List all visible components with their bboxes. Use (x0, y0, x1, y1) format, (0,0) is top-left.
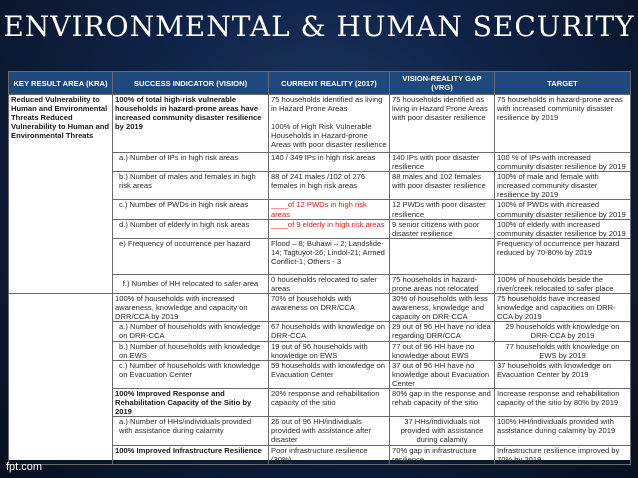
gap-cell: 75 households in hazard-prone areas not relocated (390, 274, 495, 293)
target-cell: 100% of elderly with increased community disaster resilience by 2019 (495, 219, 631, 238)
reality-cell: 88 of 241 males /102 of 276 females in high risk areas (269, 172, 390, 200)
target-cell: 100% of PWDs with increased community disaster resilience by 2019 (495, 200, 631, 219)
indicator-cell: a.) Number of IPs in high risk areas (113, 153, 269, 172)
reality-cell: ____of 12 PWDs in high risk areas (269, 200, 390, 219)
reality-cell: ____of 9 elderly in high risk areas (269, 219, 390, 238)
indicator-cell: e) Frequency of occurrence per hazard (113, 238, 269, 274)
indicator-cell: c.) Number of households with knowledge on Evacuation Center (113, 360, 269, 388)
kra-table-sheet (8, 71, 630, 464)
target-cell: 75 households in hazard-prone areas with increased community disaster resilience by 2019 (495, 95, 631, 153)
gap-cell: 140 IPs with poor disaster resilience (390, 153, 495, 172)
target-cell: 100% of households beside the river/creek relocated to safer place (495, 274, 631, 293)
target-cell: Frequency of occurrence per hazard reduced by 70-80% by 2019 (495, 238, 631, 274)
target-cell: 100 % of IPs with increased community disaster resilience by 2019 (495, 153, 631, 172)
header-target: TARGET (495, 72, 631, 95)
gap-cell: 75 households identified as living in Hazard Prone Areas with poor disaster resilience (390, 95, 495, 153)
indicator-cell: c.) Number of PWDs in high risk areas (113, 200, 269, 219)
target-cell: Increase response and rehabilitation capacity of the sitio by 80% by 2019 (495, 388, 631, 416)
target-cell: Infrastructure resilience improved by 70% by 2019 (495, 445, 631, 464)
gap-cell: 37 HHs/individuals not provided with assistance during calamity (390, 417, 495, 445)
reality-cell: 20% response and rehabilitation capacity of the sitio (269, 388, 390, 416)
reality-cell: 70% of households with awareness on DRR/CCA (269, 294, 390, 322)
gap-cell: 9 senior citizens with poor disaster resilience (390, 219, 495, 238)
header-reality: CURRENT REALITY (2017) (269, 72, 390, 95)
reality-cell: 0 households relocated to safer areas (269, 274, 390, 293)
indicator-cell: 100% of households with increased awareness, knowledge and capacity on DRR/CCA by 2019 (113, 294, 269, 322)
table-header-row (9, 72, 631, 95)
header-gap: VISION-REALITY GAP (VRG) (390, 72, 495, 95)
kra-table (8, 71, 631, 465)
gap-cell: 29 out of 96 HH have no idea regarding DRR/CCA (390, 322, 495, 341)
target-cell: 77 households with knowledge on EWS by 2019 (495, 341, 631, 360)
indicator-cell: d.) Number of elderly in high risk areas (113, 219, 269, 238)
target-cell: 100% of male and female with increased community disaster resilience by 2019 (495, 172, 631, 200)
kra-cell: Reduced Vulnerability to Human and Environmental Threats Reduced Vulnerability to Human and Environmental Threats (9, 95, 113, 294)
table-row (9, 294, 631, 322)
reality-cell: 75 households identified as living in Hazard Prone Areas 100% of High Risk Vulnerable Households in Hazard-prone Areas with poor disaster resilience (269, 95, 390, 153)
indicator-cell: 100% Improved Infrastructure Resilience (113, 445, 269, 464)
target-cell: 75 households have increased knowledge and capacities on DRR-CCA by 2019 (495, 294, 631, 322)
gap-cell: 30% of households with less awareness, knowledge and capacity on DRR-CCA (390, 294, 495, 322)
gap-cell: 80% gap in the response and rehab capacity of the sitio (390, 388, 495, 416)
reality-cell: 19 out of 96 households with knowledge on EWS (269, 341, 390, 360)
reality-cell: 140 / 349 IPs in high risk areas (269, 153, 390, 172)
reality-cell: 59 households with knowledge on Evacuation Center (269, 360, 390, 388)
gap-cell: 88 males and 102 females with poor disaster resilience (390, 172, 495, 200)
indicator-cell: b.) Number of households with knowledge on EWS (113, 341, 269, 360)
watermark: fpt.com (6, 461, 43, 473)
slide-title: ENVIRONMENTAL & HUMAN SECURITY (3, 10, 635, 43)
indicator-cell: 100% Improved Response and Rehabilitation Capacity of the Sitio by 2019 (113, 388, 269, 416)
target-cell: 100% HH/individuals provided with assistance during calamity by 2019 (495, 417, 631, 445)
indicator-cell: 100% of total high-risk vulnerable households in hazard-prone areas have increased community disaster resilience by 2019 (113, 95, 269, 153)
gap-cell: 12 PWDs with poor disaster resilience (390, 200, 495, 219)
reality-cell: 26 out of 96 HH/individuals provided with assistance after disaster (269, 417, 390, 445)
gap-cell: 70% gap in infrastructure resilience (390, 445, 495, 464)
kra-cell-blank (9, 294, 113, 465)
indicator-cell: a.) Number of HHs/individuals provided with assistance during calamity (113, 417, 269, 445)
header-kra: KEY RESULT AREA (KRA) (9, 72, 113, 95)
target-cell: 37 households with knowledge on Evacuation Center by 2019 (495, 360, 631, 388)
reality-cell: Flood – 8; Buhawi – 2; Landslide-14; Tagtuyot-26; Lindol-21; Armed Conflict-1; Others - 3 (269, 238, 390, 274)
gap-cell: 77 out of 96 HH have no knowledge about EWS (390, 341, 495, 360)
reality-cell: Poor infrastructure resilience (30%) (269, 445, 390, 464)
table-row (9, 95, 631, 153)
indicator-cell: b.) Number of males and females in high risk areas (113, 172, 269, 200)
header-indicator: SUCCESS INDICATOR (VISION) (113, 72, 269, 95)
gap-cell: 37 out of 96 HH have no knowledge about Evacuation Center (390, 360, 495, 388)
indicator-cell: f.) Number of HH relocated to safer area (113, 274, 269, 293)
reality-cell: 67 households with knowledge on DRR-CCA (269, 322, 390, 341)
target-cell: 29 households with knowledge on DRR-CCA by 2019 (495, 322, 631, 341)
gap-cell (390, 238, 495, 274)
indicator-cell: a.) Number of households with knowledge on DRR-CCA (113, 322, 269, 341)
